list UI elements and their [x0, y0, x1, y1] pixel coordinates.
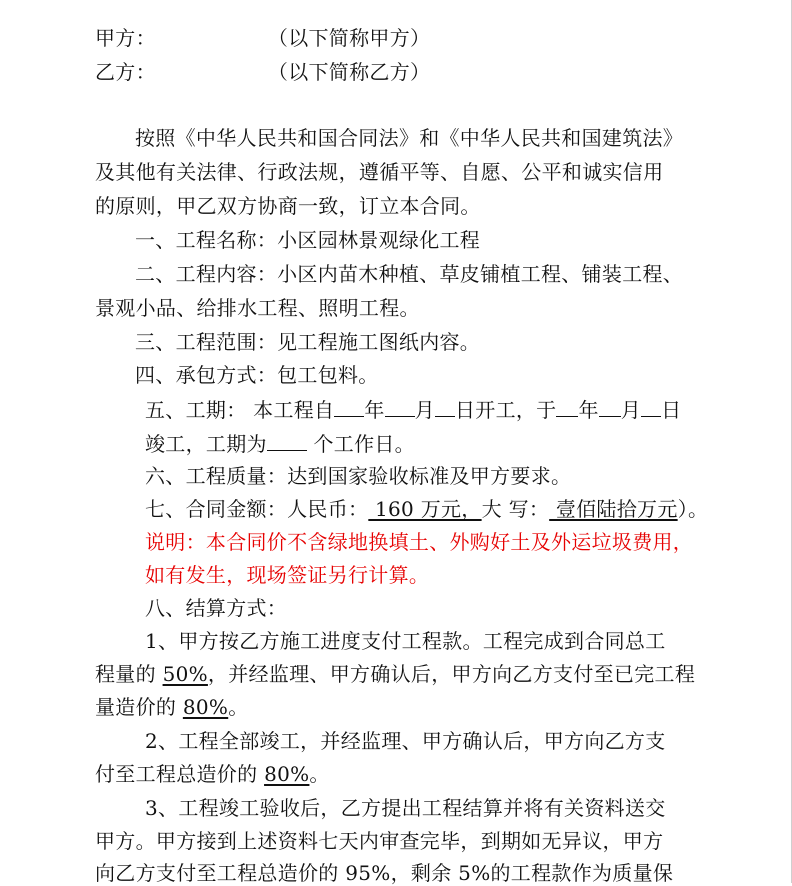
- clause-6: 六、工程质量：达到国家验收标准及甲方要求。: [145, 464, 572, 488]
- note-line-1: 说明：本合同价不含绿地换填土、外购好土及外运垃圾费用，: [145, 530, 694, 554]
- party-b-line: [95, 59, 430, 85]
- party-b-label: 乙方：: [95, 60, 156, 84]
- clause-5-year-2: 年: [578, 398, 599, 422]
- s1-l2-pct: 50%: [162, 662, 208, 686]
- s1-l3-a: 量造价的: [95, 695, 183, 719]
- day-blank-1: [435, 396, 455, 417]
- note-line-2: 如有发生，现场签证另行计算。: [145, 563, 430, 587]
- party-a-label: 甲方：: [95, 26, 156, 50]
- clause-5-line-2: [145, 430, 415, 457]
- clause-5-l2-prefix: 竣工，工期为: [145, 432, 267, 456]
- clause-7-suffix: ）。: [677, 497, 709, 521]
- year-blank-2: [556, 396, 578, 417]
- settlement-3-line-1: 3、工程竣工验收后，乙方提出工程结算并将有关资料送交: [145, 796, 666, 820]
- settlement-3-line-3: 向乙方支付至工程总造价的 95%，剩余 5%的工程款作为质量保: [95, 861, 674, 885]
- clause-3: 三、工程范围：见工程施工图纸内容。: [135, 330, 481, 354]
- intro-line-3: 的原则，甲乙双方协商一致，订立本合同。: [95, 194, 481, 218]
- clause-5-day-2: 日: [661, 398, 682, 422]
- month-blank-1: [385, 396, 415, 417]
- clause-2-line-2: 景观小品、给排水工程、照明工程。: [95, 296, 420, 320]
- workdays-blank: [267, 430, 307, 451]
- clause-5-l2-suffix: 个工作日。: [306, 432, 415, 456]
- intro-line-2: 及其他有关法律、行政法规，遵循平等、自愿、公平和诚实信用: [95, 160, 664, 184]
- settlement-2-line-2: [95, 761, 330, 787]
- party-a-note: （以下简称甲方）: [267, 26, 431, 50]
- clause-1: 一、工程名称：小区园林景观绿化工程: [135, 228, 481, 252]
- clause-8: 八、结算方式：: [145, 596, 288, 620]
- contract-amount: 160 万元，: [368, 497, 482, 521]
- clause-5-year-1: 年: [364, 398, 385, 422]
- s2-l2-pct: 80%: [264, 762, 310, 786]
- clause-5-day-1: 日开工，于: [454, 398, 557, 422]
- settlement-2-line-1: 2、工程全部竣工，并经监理、甲方确认后，甲方向乙方支: [145, 729, 666, 753]
- s1-l3-b: 。: [228, 695, 249, 719]
- clause-7-caps-label: 大 写：: [481, 497, 550, 521]
- clause-7-prefix: 七、合同金额：人民币：: [145, 497, 369, 521]
- clause-4: 四、承包方式：包工包料。: [135, 363, 379, 387]
- settlement-1-line-3: [95, 694, 249, 720]
- intro-line-1: 按照《中华人民共和国合同法》和《中华人民共和国建筑法》: [135, 126, 684, 150]
- year-blank-1: [334, 396, 364, 417]
- clause-5-prefix: 五、工期： 本工程自: [145, 398, 335, 422]
- s2-l2-a: 付至工程总造价的: [95, 762, 265, 786]
- contract-amount-caps: 壹佰陆拾万元: [549, 497, 678, 521]
- month-blank-2: [599, 396, 621, 417]
- party-b-note: （以下简称乙方）: [267, 60, 431, 84]
- clause-7: [145, 496, 708, 522]
- day-blank-2: [641, 396, 661, 417]
- settlement-3-line-2: 甲方。甲方接到上述资料七天内审查完毕，到期如无异议，甲方: [95, 829, 664, 853]
- clause-2-line-1: 二、工程内容：小区内苗木种植、草皮铺植工程、铺装工程、: [135, 262, 684, 286]
- s1-l3-pct: 80%: [182, 695, 229, 719]
- settlement-1-line-1: 1、甲方按乙方施工进度支付工程款。工程完成到合同总工: [145, 629, 666, 653]
- s1-l2-a: 程量的: [95, 662, 163, 686]
- clause-5-month-1: 月: [414, 398, 435, 422]
- s1-l2-b: ，并经监理、甲方确认后，甲方向乙方支付至已完工程: [207, 662, 696, 686]
- s2-l2-b: 。: [309, 762, 330, 786]
- settlement-1-line-2: [95, 661, 695, 687]
- clause-5-month-2: 月: [620, 398, 642, 422]
- clause-5-line-1: [145, 396, 681, 423]
- party-a-line: [95, 25, 430, 51]
